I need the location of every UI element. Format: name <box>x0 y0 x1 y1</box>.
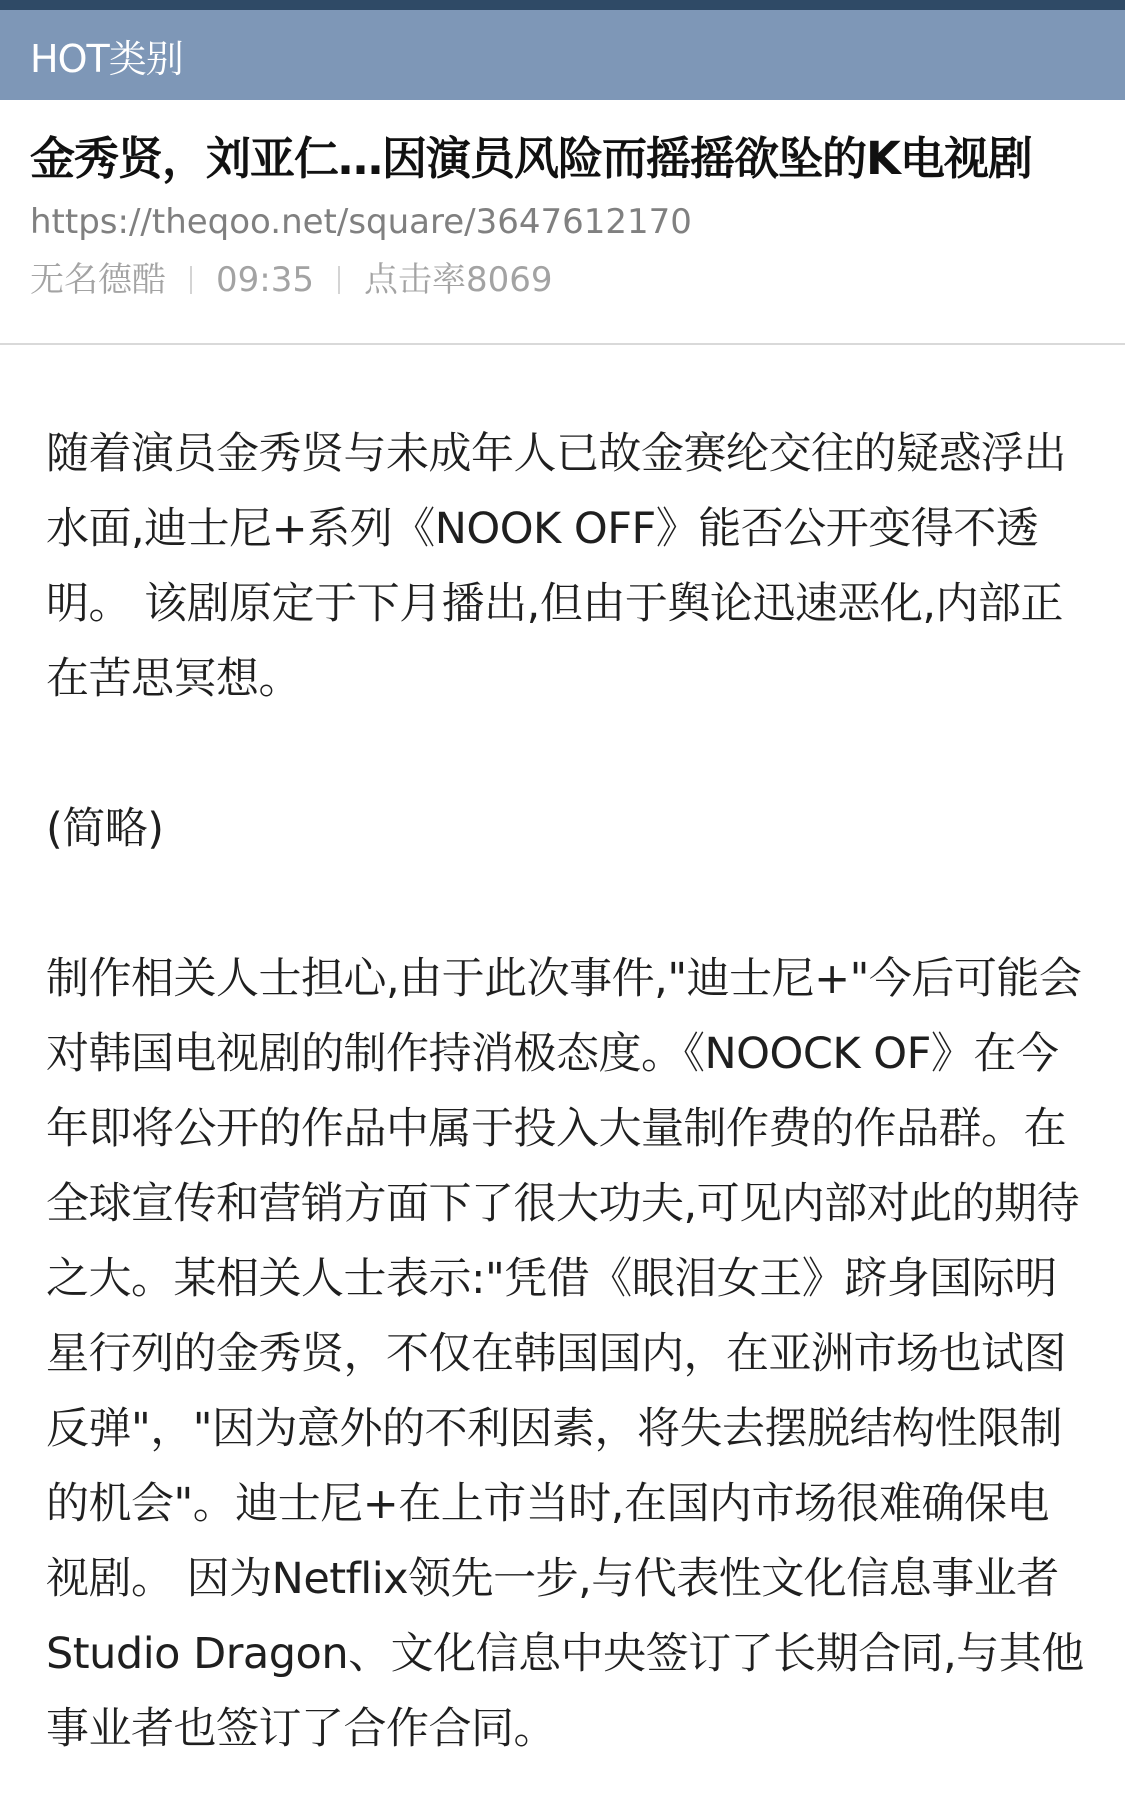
meta-separator <box>190 266 192 294</box>
article-paragraph: 随着演员金秀贤与未成年人已故金赛纶交往的疑惑浮出水面,迪士尼+系列《NOOK OFF》能否公开变得不透明。 该剧原定于下月播出,但由于舆论迅速恶化,内部正在苦思冥想。 <box>46 429 1066 704</box>
article-paragraph: 制作相关人士担心,由于此次事件,"迪士尼+"今后可能会对韩国电视剧的制作持消极态度。《NOOCK OF》在今年即将公开的作品中属于投入大量制作费的作品群。在全球宣传和营销方面下了很大功夫,可见内部对此的期待之大。某相关人士表示:"凭借《眼泪女王》跻身国际明星行列的金秀贤，不仅在韩国国内，在亚洲市场也试图反弹"，"因为意外的不利因素，将失去摆脱结构性限制的机会"。迪士尼+在上市当时,在国内市场很难确保电视剧。 因为Netflix领先一步,与代表性文化信息事业者Studio Dragon、文化信息中央签订了长期合同,与其他事业者也签订了合作合同。 <box>46 954 1084 1754</box>
article-body <box>0 345 1125 1767</box>
post-time: 09:35 <box>216 260 314 300</box>
status-strip <box>0 0 1125 10</box>
article-title: 金秀贤，刘亚仁…因演员风险而摇摇欲坠的K电视剧 <box>30 132 1032 185</box>
article-url[interactable]: https://theqoo.net/square/3647612170 <box>30 202 692 242</box>
view-count: 点击率8069 <box>363 260 553 300</box>
author-name: 无名德酷 <box>30 260 166 300</box>
category-label[interactable]: HOT类别 <box>30 36 183 81</box>
article-paragraph: (简略) <box>46 804 164 854</box>
paragraph-gap <box>46 717 1085 792</box>
article-header <box>0 100 1125 345</box>
article-meta <box>30 258 1095 302</box>
paragraph-gap <box>46 867 1085 942</box>
meta-separator <box>338 266 340 294</box>
category-bar[interactable] <box>0 10 1125 100</box>
